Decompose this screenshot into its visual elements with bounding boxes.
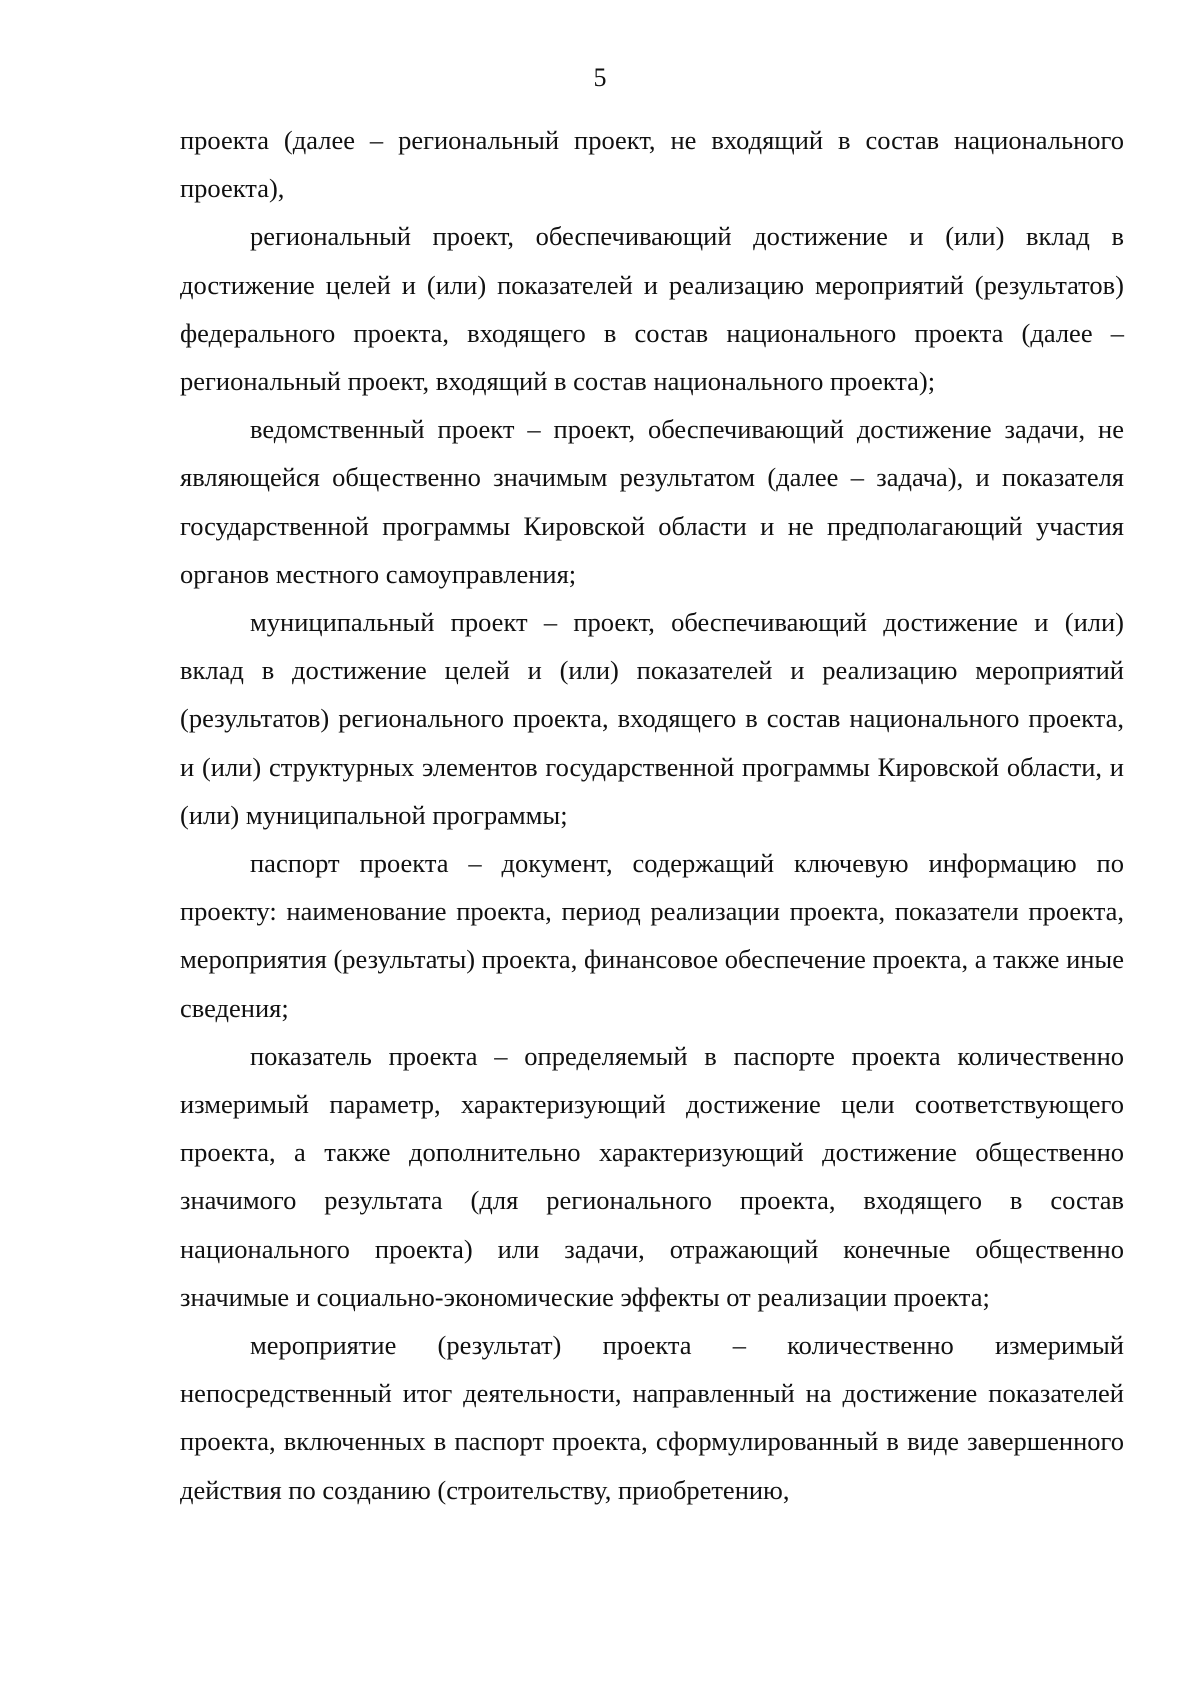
paragraph-continuation: проекта (далее – региональный проект, не входящий в состав национального проекта), <box>180 125 1124 204</box>
paragraph-project-passport-definition: паспорт проекта – документ, содержащий ключевую информацию по проекту: наименование проекта, период реализации проекта, показатели проекта, мероприятия (результаты) проекта, финансовое обеспечение проекта, а также иные сведения; <box>180 848 1124 1023</box>
paragraph-regional-project-definition: региональный проект, обеспечивающий достижение и (или) вклад в достижение целей и (или) показателей и реализацию мероприятий (результатов) федерального проекта, входящего в состав национального проекта (далее – региональный проект, входящий в состав национального проекта); <box>180 221 1124 397</box>
page-number: 5 <box>593 63 607 92</box>
paragraph-project-indicator-definition: показатель проекта – определяемый в паспорте проекта количественно измеримый параметр, характеризующий достижение цели соответствующего проекта, а также дополнительно характеризующий достижение общественно значимого результата (для регионального проекта, входящего в состав национального проекта) или задачи, отражающий конечные общественно значимые и социально-экономические эффекты от реализации проекта; <box>180 1040 1124 1312</box>
paragraph-municipal-project-definition: муниципальный проект – проект, обеспечивающий достижение и (или) вклад в достижение целей и (или) показателей и реализацию мероприятий (результатов) регионального проекта, входящего в состав национального проекта, и (или) структурных элементов государственной программы Кировской области, и (или) муниципальной программы; <box>180 607 1124 830</box>
document-body <box>180 116 1124 1514</box>
paragraph-project-activity-definition: мероприятие (результат) проекта – количественно измеримый непосредственный итог деятельности, направленный на достижение показателей проекта, включенных в паспорт проекта, сформулированный в виде завершенного действия по созданию (строительству, приобретению, <box>180 1330 1124 1505</box>
paragraph-departmental-project-definition: ведомственный проект – проект, обеспечивающий достижение задачи, не являющейся общественно значимым результатом (далее – задача), и показателя государственной программы Кировской области и не предполагающий участия органов местного самоуправления; <box>180 414 1124 589</box>
